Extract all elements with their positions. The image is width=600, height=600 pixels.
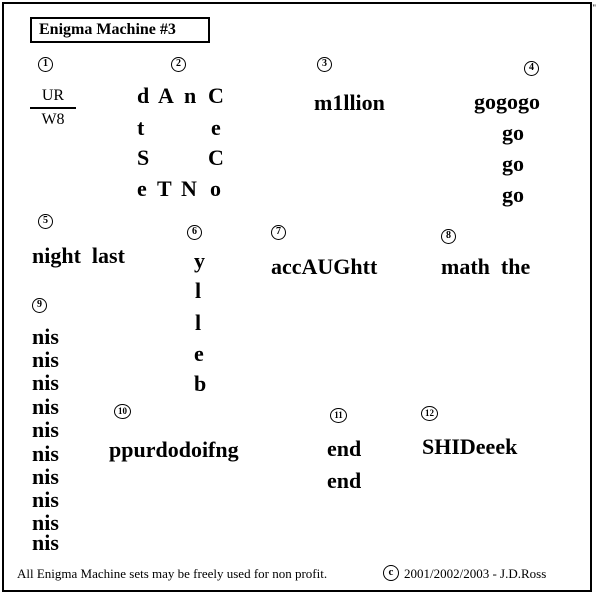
puzzle-2-letter: C xyxy=(208,145,224,170)
corner-mark: " xyxy=(592,3,596,13)
puzzle-5-text: night last xyxy=(32,243,125,268)
puzzle-7-text: accAUGhtt xyxy=(271,254,378,279)
fraction-denominator: W8 xyxy=(41,111,65,128)
puzzle-number-9: 9 xyxy=(32,298,47,313)
puzzle-9-line: nis xyxy=(32,530,59,555)
puzzle-4-line: go xyxy=(502,120,524,145)
fraction-numerator: UR xyxy=(41,87,65,104)
puzzle-2-letter: N xyxy=(181,176,197,201)
puzzle-8-text: math the xyxy=(441,254,531,279)
puzzle-number-6: 6 xyxy=(187,225,202,240)
fraction-bar xyxy=(30,107,76,109)
page-title: Enigma Machine #3 xyxy=(30,17,210,43)
puzzle-6-letter: l xyxy=(195,278,202,303)
puzzle-2-letter: d xyxy=(137,83,150,108)
puzzle-9-line: nis xyxy=(32,487,59,512)
puzzle-9-line: nis xyxy=(32,394,59,419)
puzzle-number-1: 1 xyxy=(38,57,53,72)
puzzle-6-letter: b xyxy=(194,371,207,396)
puzzle-9-line: nis xyxy=(32,464,59,489)
puzzle-number-5: 5 xyxy=(38,214,53,229)
puzzle-9-line: nis xyxy=(32,510,59,535)
puzzle-number-3: 3 xyxy=(317,57,332,72)
puzzle-6-letter: y xyxy=(194,248,205,273)
puzzle-2-letter: o xyxy=(210,176,221,201)
puzzle-9-line: nis xyxy=(32,324,59,349)
puzzle-4-line: go xyxy=(502,182,524,207)
puzzle-4-line: gogogo xyxy=(474,89,540,114)
puzzle-2-letter: S xyxy=(137,145,150,170)
puzzle-1-fraction xyxy=(30,87,76,129)
puzzle-2-letter: t xyxy=(137,115,145,140)
puzzle-9-line: nis xyxy=(32,370,59,395)
puzzle-number-8: 8 xyxy=(441,229,456,244)
puzzle-9-line: nis xyxy=(32,417,59,442)
puzzle-number-7: 7 xyxy=(271,225,286,240)
puzzle-2-letter: e xyxy=(137,176,147,201)
puzzle-9-line: nis xyxy=(32,347,59,372)
puzzle-2-letter: e xyxy=(211,115,221,140)
puzzle-2-letter: T xyxy=(157,176,172,201)
puzzle-9-line: nis xyxy=(32,441,59,466)
puzzle-3-text: m1llion xyxy=(314,90,385,115)
puzzle-2-letter: A xyxy=(158,83,174,108)
puzzle-2-letter: C xyxy=(208,83,224,108)
puzzle-12-text: SHIDeeek xyxy=(422,434,518,459)
puzzle-number-11: 11 xyxy=(330,408,347,423)
puzzle-11-line: end xyxy=(327,468,362,493)
puzzle-4-line: go xyxy=(502,151,524,176)
footer-license-text: All Enigma Machine sets may be freely used for non profit. xyxy=(17,566,328,581)
puzzle-number-2: 2 xyxy=(171,57,186,72)
puzzle-number-10: 10 xyxy=(114,404,131,419)
puzzle-number-4: 4 xyxy=(524,61,539,76)
footer-copyright-text: 2001/2002/2003 - J.D.Ross xyxy=(404,566,547,581)
copyright-icon: c xyxy=(383,565,399,581)
puzzle-6-letter: l xyxy=(195,310,202,335)
puzzle-11-line: end xyxy=(327,436,362,461)
puzzle-6-letter: e xyxy=(194,341,204,366)
puzzle-2-letter: n xyxy=(184,83,197,108)
puzzle-number-12: 12 xyxy=(421,406,438,421)
puzzle-10-text: ppurdodoifng xyxy=(109,437,239,462)
